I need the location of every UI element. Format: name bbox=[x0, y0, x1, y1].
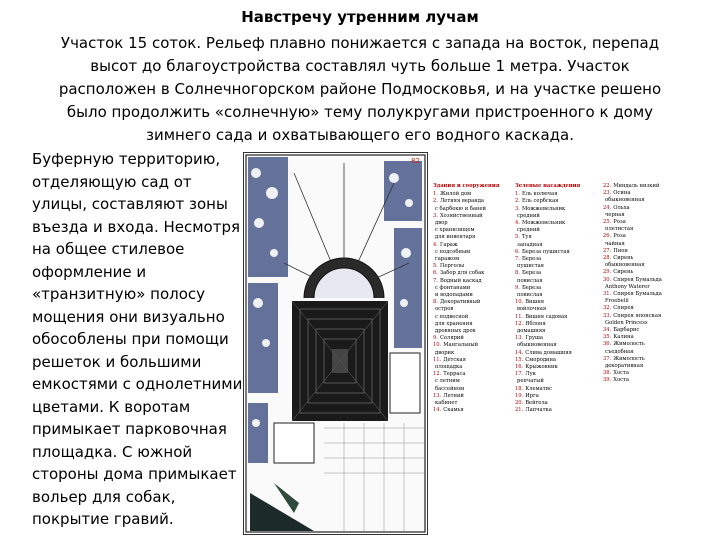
legend-item-text: Водный каскад bbox=[439, 277, 482, 284]
legend-item-text: Хозяйственный bbox=[439, 212, 483, 219]
legend-plants bbox=[515, 183, 597, 415]
legend-item-text: средний bbox=[517, 212, 540, 219]
legend-item-text: и водопадами bbox=[435, 292, 473, 299]
legend-item bbox=[515, 285, 597, 292]
legend-item-number: 5. bbox=[433, 263, 438, 270]
legend-item-text: Anthony Waterer bbox=[605, 283, 650, 290]
legend-item bbox=[515, 364, 597, 371]
legend-item bbox=[433, 285, 515, 292]
legend-item-number: 10. bbox=[433, 342, 442, 349]
legend-item-text: Солярий bbox=[439, 335, 464, 342]
legend-item bbox=[433, 249, 515, 256]
plan-page-number: 82 bbox=[411, 157, 420, 165]
legend-item-number: 7. bbox=[515, 256, 520, 263]
legend-item-text: репчатый bbox=[517, 378, 544, 385]
legend-item-number: 8. bbox=[433, 299, 438, 306]
legend-item bbox=[433, 213, 515, 220]
legend-item-text: бассейном bbox=[435, 385, 465, 392]
legend-item-text: Береза bbox=[521, 270, 542, 277]
legend-item bbox=[603, 298, 693, 305]
legend-item bbox=[433, 206, 515, 213]
legend-item bbox=[603, 320, 693, 327]
legend-item bbox=[433, 242, 515, 249]
legend-item-text: западная bbox=[517, 241, 543, 248]
legend-item-text: Летний bbox=[443, 392, 464, 399]
garage bbox=[390, 353, 420, 413]
legend-item bbox=[515, 213, 597, 220]
legend-item bbox=[433, 306, 515, 313]
legend-item-number: 32. bbox=[603, 305, 612, 312]
legend-item-number: 9. bbox=[515, 284, 520, 291]
legend-item bbox=[433, 335, 515, 342]
legend-item-text: дворик bbox=[435, 349, 455, 356]
legend-item-number: 13. bbox=[515, 335, 524, 342]
garden-plan-drawing bbox=[244, 153, 427, 534]
legend-item bbox=[433, 227, 515, 234]
legend-item-text: пушистая bbox=[517, 263, 544, 270]
legend-item-text: Груша bbox=[525, 335, 543, 342]
legend-item-text: Спирея Бумальда bbox=[613, 276, 662, 283]
legend-item bbox=[515, 321, 597, 328]
legend-item-text: Вишня садовая bbox=[525, 313, 568, 320]
legend-item bbox=[433, 198, 515, 205]
legend-item-text: декоративная bbox=[605, 363, 644, 370]
legend-item bbox=[603, 349, 693, 356]
legend-item-number: 19. bbox=[515, 392, 524, 399]
legend-item-text: Хоста bbox=[613, 377, 629, 384]
legend-item bbox=[515, 314, 597, 321]
legend-item-text: Вейгела bbox=[525, 400, 548, 407]
legend-item bbox=[433, 364, 515, 371]
legend-item-text: Детская bbox=[443, 356, 466, 363]
legend-item-number: 2. bbox=[433, 198, 438, 205]
legend-item-number: 23. bbox=[603, 190, 612, 197]
legend-item bbox=[515, 220, 597, 227]
legend-item bbox=[433, 328, 515, 335]
legend-item bbox=[433, 191, 515, 198]
legend-item-number: 20. bbox=[515, 400, 524, 407]
legend-item bbox=[515, 328, 597, 335]
legend-item-number: 1. bbox=[433, 191, 438, 198]
legend-item-text: съедобная bbox=[605, 348, 634, 355]
legend-item bbox=[433, 342, 515, 349]
legend-item bbox=[603, 277, 693, 284]
legend-item-text: Ирга bbox=[525, 392, 539, 399]
legend-item-text: Ольха bbox=[613, 204, 630, 211]
legend-item-number: 13. bbox=[433, 392, 442, 399]
legend-item-number: 12. bbox=[433, 371, 442, 378]
legend-item-number: 3. bbox=[515, 205, 520, 212]
legend-item-text: с хранилищем bbox=[435, 227, 475, 234]
legend-item-number: 1. bbox=[515, 191, 520, 198]
legend-item-text: Гараж bbox=[439, 241, 458, 248]
legend-item-text: Можжевельник bbox=[521, 220, 566, 227]
legend-item-number: 10. bbox=[515, 299, 524, 306]
legend-item-number: 29. bbox=[603, 269, 612, 276]
legend-item bbox=[515, 306, 597, 313]
legend-item-number: 15. bbox=[515, 356, 524, 363]
legend-item bbox=[603, 233, 693, 240]
legend-item-text: с подсобным bbox=[435, 248, 471, 255]
legend-item-number: 34. bbox=[603, 327, 612, 334]
legend-item-text: Барбарис bbox=[613, 327, 640, 334]
legend-item-text: Мангальный bbox=[443, 342, 479, 349]
legend-item bbox=[603, 334, 693, 341]
legend-item-text: домашняя bbox=[517, 328, 546, 335]
legend-item bbox=[515, 198, 597, 205]
legend-item-text: кабинет bbox=[435, 400, 458, 407]
legend-item bbox=[515, 278, 597, 285]
legend-item bbox=[515, 342, 597, 349]
legend-item bbox=[433, 270, 515, 277]
legend-item bbox=[515, 386, 597, 393]
veranda bbox=[274, 423, 314, 463]
legend-item-number: 36. bbox=[603, 341, 612, 348]
legend-item bbox=[433, 378, 515, 385]
legend-item-text: Жимолость bbox=[613, 355, 645, 362]
legend-item-number: 16. bbox=[515, 364, 524, 371]
legend-item-number: 35. bbox=[603, 334, 612, 341]
legend-item-text: Осина bbox=[613, 190, 631, 197]
legend-item-text: повислая bbox=[517, 292, 543, 299]
legend-item bbox=[603, 212, 693, 219]
legend-item bbox=[433, 299, 515, 306]
legend-item-text: Спирея Бумальда bbox=[613, 291, 662, 298]
legend-item-number: 6. bbox=[433, 270, 438, 277]
legend-item-text: гаражом bbox=[435, 256, 460, 263]
legend-item bbox=[603, 291, 693, 298]
legend-item bbox=[515, 292, 597, 299]
legend-item-number: 22. bbox=[603, 183, 612, 189]
legend-item-text: Перголы bbox=[439, 263, 465, 270]
legend-item-text: площадка bbox=[435, 364, 463, 371]
legend-item-text: Слива домашняя bbox=[525, 349, 572, 356]
legend-item-number: 38. bbox=[603, 370, 612, 377]
legend-item-number: 17. bbox=[515, 371, 524, 378]
legend-item-text: Ель колючая bbox=[521, 191, 558, 198]
legend-item-number: 28. bbox=[603, 255, 612, 262]
legend-item bbox=[433, 256, 515, 263]
legend-item bbox=[603, 219, 693, 226]
legend-item-text: Froebelii bbox=[605, 298, 629, 305]
legend-item-text: Калина bbox=[613, 334, 634, 341]
legend-item bbox=[515, 242, 597, 249]
legend-item-text: Пион bbox=[613, 247, 628, 254]
legend-item-text: Клематис bbox=[525, 385, 552, 392]
legend-item bbox=[433, 292, 515, 299]
legend-item-text: с барбекю и баней bbox=[435, 205, 486, 212]
legend-item bbox=[603, 269, 693, 276]
legend-item-number: 6. bbox=[515, 248, 520, 255]
legend-item-text: двор bbox=[435, 220, 448, 227]
legend-item bbox=[433, 278, 515, 285]
legend-item-number: 37. bbox=[603, 355, 612, 362]
legend-item-text: обыкновенная bbox=[605, 262, 645, 269]
legend-item-text: дровяных дров bbox=[435, 328, 476, 335]
legend-item-number: 31. bbox=[603, 291, 612, 298]
legend-buildings bbox=[433, 183, 515, 415]
legend-item-number: 4. bbox=[515, 220, 520, 227]
legend-item-text: Береза пушистая bbox=[521, 248, 570, 255]
legend-item bbox=[515, 371, 597, 378]
legend-item-number: 26. bbox=[603, 233, 612, 240]
legend-item-text: Береза bbox=[521, 256, 542, 263]
legend-item bbox=[515, 256, 597, 263]
legend-item-text: обыкновенная bbox=[517, 342, 557, 349]
legend-item-text: чайная bbox=[605, 240, 625, 247]
legend-item-number: 4. bbox=[433, 241, 438, 248]
legend-item-text: Лапчатка bbox=[525, 407, 552, 414]
legend-item-text: Сирень bbox=[613, 255, 634, 262]
legend-item-text: Терраса bbox=[443, 371, 466, 378]
legend-item bbox=[433, 321, 515, 328]
legend-item bbox=[603, 363, 693, 370]
legend-item-text: Роза bbox=[613, 219, 626, 226]
legend-item-text: Скамья bbox=[443, 407, 464, 414]
legend-item bbox=[433, 234, 515, 241]
legend-item-text: Смородина bbox=[525, 356, 557, 363]
intro-paragraph: Участок 15 соток. Рельеф плавно понижается с запада на восток, перепад высот до благоустройства составлял чуть больше 1 метра. Участок расположен в Солнечногорском районе Подмосковья, и на участке решено было продолжить «солнечную» тему полукругами пристроенного к дому зимнего сада и охватывающего его водного каскада. bbox=[58, 34, 662, 144]
legend-item bbox=[433, 357, 515, 364]
legend-item-text: обыкновенная bbox=[605, 197, 645, 204]
legend-item-text: Golden Princess bbox=[605, 319, 648, 326]
legend-item bbox=[603, 226, 693, 233]
legend-item bbox=[515, 378, 597, 385]
legend-item-text: Летняя веранда bbox=[439, 198, 485, 205]
legend-item-number: 8. bbox=[515, 270, 520, 277]
legend-item-text: Жимолость bbox=[613, 341, 645, 348]
legend-item-text: повислая bbox=[517, 277, 543, 284]
legend-item bbox=[433, 350, 515, 357]
legend-item-text: Туя bbox=[521, 234, 532, 241]
legend-item bbox=[603, 262, 693, 269]
garden-plan bbox=[243, 152, 428, 535]
legend-item-text: Забор для собак bbox=[439, 270, 485, 277]
legend-item-text: черная bbox=[605, 211, 625, 218]
legend-item bbox=[433, 314, 515, 321]
legend-item bbox=[603, 341, 693, 348]
legend-item bbox=[515, 393, 597, 400]
legend-item bbox=[515, 407, 597, 414]
legend-item-text: для хранения bbox=[435, 320, 473, 327]
legend-item bbox=[603, 305, 693, 312]
legend-item bbox=[515, 249, 597, 256]
house-roof bbox=[292, 301, 388, 421]
legend-item bbox=[433, 386, 515, 393]
legend-item bbox=[603, 248, 693, 255]
legend-item-number: 39. bbox=[603, 377, 612, 384]
legend-item-number: 27. bbox=[603, 247, 612, 254]
legend-item bbox=[515, 299, 597, 306]
legend-item-text: с фонтанами bbox=[435, 284, 471, 291]
legend-item-text: Лук bbox=[525, 371, 536, 378]
legend-item bbox=[515, 270, 597, 277]
legend-item bbox=[433, 393, 515, 400]
legend-item-text: с подвесной bbox=[435, 313, 469, 320]
legend-item-text: Крыжовник bbox=[525, 364, 558, 371]
legend-item bbox=[603, 356, 693, 363]
side-paragraph: Буферную территорию, отделяющую сад от улицы, составляют зоны въезда и входа. Несмотря на общее стилевое оформление и «транзитную» полосу мощения они визуально обособлены при помощи решеток и большими емкостями с однолетними цветами. К воротам примыкает парковочная площадка. С южной стороны дома примыкает вольер для собак, покрытие гравий. bbox=[32, 150, 243, 528]
legend-item-number: 12. bbox=[515, 320, 524, 327]
legend-item-number: 33. bbox=[603, 312, 612, 319]
legend-item bbox=[515, 227, 597, 234]
legend-item-number: 7. bbox=[433, 277, 438, 284]
page-title: Навстречу утренним лучам bbox=[241, 8, 479, 26]
legend-item bbox=[603, 241, 693, 248]
legend-item bbox=[603, 205, 693, 212]
legend-item bbox=[603, 370, 693, 377]
legend-item-number: 25. bbox=[603, 219, 612, 226]
legend-item-text: Миндаль низкий bbox=[613, 183, 660, 189]
legend-item-number: 11. bbox=[515, 313, 524, 320]
legend-item-text: Жилой дом bbox=[439, 191, 472, 198]
legend-item bbox=[515, 263, 597, 270]
legend-item-number: 30. bbox=[603, 276, 612, 283]
legend-item-text: остров bbox=[435, 306, 454, 313]
legend-item-text: Спирея японская bbox=[613, 312, 662, 319]
legend-item-number: 5. bbox=[515, 234, 520, 241]
legend-item-number: 14. bbox=[515, 349, 524, 356]
legend-item bbox=[515, 206, 597, 213]
legend-item-text: Вишня bbox=[525, 299, 545, 306]
legend-item-number: 24. bbox=[603, 204, 612, 211]
legend-item bbox=[433, 371, 515, 378]
legend-item bbox=[603, 183, 693, 190]
legend-item bbox=[603, 197, 693, 204]
legend-item bbox=[603, 313, 693, 320]
legend-item bbox=[515, 400, 597, 407]
legend-item-number: 11. bbox=[433, 356, 442, 363]
legend-item bbox=[433, 407, 515, 414]
legend-item-number: 9. bbox=[433, 335, 438, 342]
legend-item-text: средний bbox=[517, 227, 540, 234]
legend-item-text: Можжевельник bbox=[521, 205, 566, 212]
legend-item-number: 18. bbox=[515, 385, 524, 392]
legend-item bbox=[603, 284, 693, 291]
legend-item-text: с летним bbox=[435, 378, 460, 385]
legend-item-text: Роза bbox=[613, 233, 626, 240]
legend-item-text: Спирея bbox=[613, 305, 634, 312]
legend-item-number: 14. bbox=[433, 407, 442, 414]
legend-item bbox=[433, 220, 515, 227]
legend-item-text: для инвентаря bbox=[435, 234, 476, 241]
legend-item-number: 2. bbox=[515, 198, 520, 205]
legend-item-text: Береза bbox=[521, 284, 542, 291]
legend-plants-continued bbox=[603, 183, 693, 385]
legend-item-text: Декоративный bbox=[439, 299, 481, 306]
legend-item-text: Хоста bbox=[613, 370, 629, 377]
legend-item bbox=[515, 234, 597, 241]
legend-item-text: войлочная bbox=[517, 306, 547, 313]
legend-plants-head: Зеленые насаждения bbox=[515, 183, 581, 189]
legend-item bbox=[603, 327, 693, 334]
legend-buildings-head: Здания и сооружения bbox=[433, 183, 500, 189]
legend-item bbox=[603, 377, 693, 384]
legend-item bbox=[433, 400, 515, 407]
legend-item-text: Яблоня bbox=[525, 320, 546, 327]
legend-item-text: Сирень bbox=[613, 269, 634, 276]
legend-item-text: плетистая bbox=[605, 226, 634, 233]
legend-item-text: Ель сербская bbox=[521, 198, 559, 205]
legend-item-number: 21. bbox=[515, 407, 524, 414]
legend-item bbox=[515, 350, 597, 357]
legend-item bbox=[515, 357, 597, 364]
legend-item-number: 3. bbox=[433, 212, 438, 219]
